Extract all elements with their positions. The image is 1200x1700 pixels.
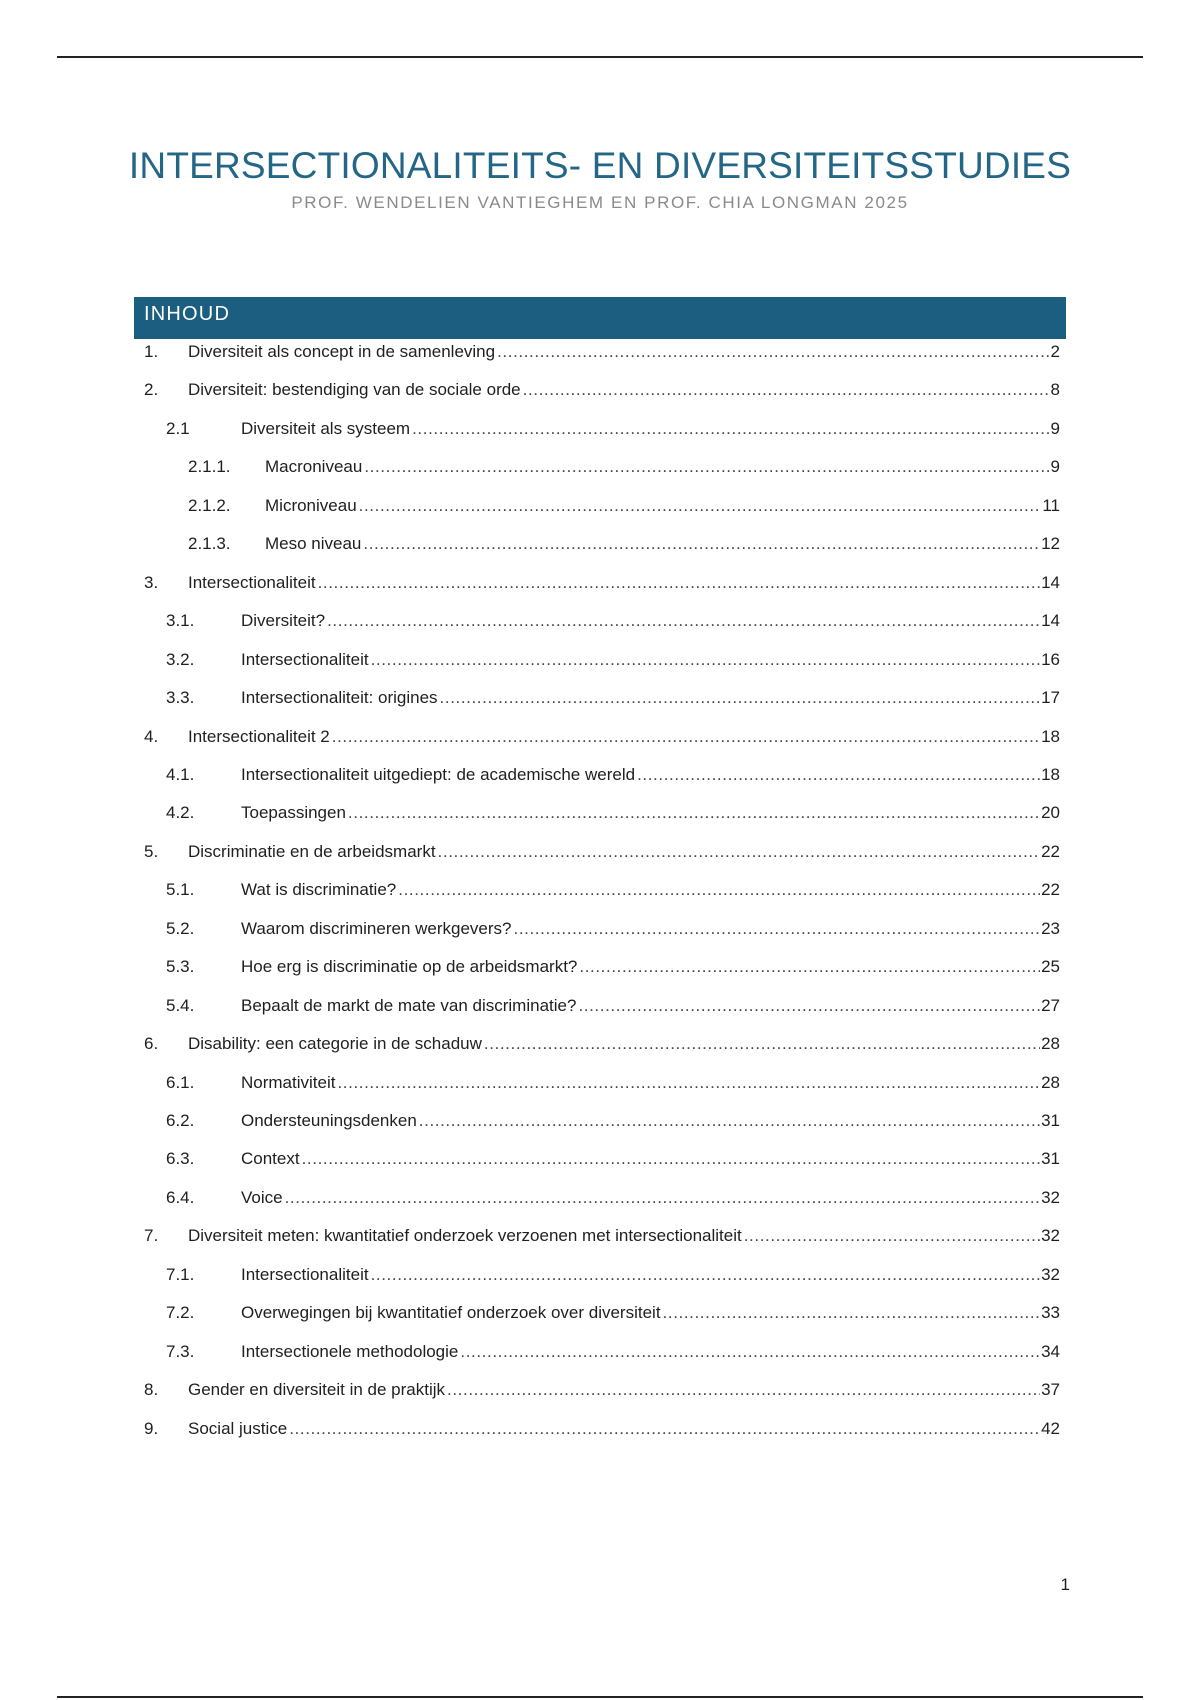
toc-dot-leader [302,1147,1040,1171]
toc-entry-title: Hoe erg is discriminatie op de arbeidsmarkt? [241,957,578,976]
toc-entry-title: Diversiteit als concept in de samenleving [188,342,496,361]
toc-dot-leader [371,648,1041,672]
toc-entry-number: 5.2. [166,919,195,938]
toc-entry-title: Diversiteit? [241,611,326,630]
toc-entry-title: Intersectionaliteit [241,1265,369,1284]
toc-entry-page: 28 [1041,1073,1060,1092]
toc-dot-leader [663,1301,1041,1325]
toc-entry-number: 7.1. [166,1265,195,1284]
toc-entry-title: Bepaalt de markt de mate van discriminatie? [241,996,577,1015]
toc-entry-title: Microniveau [265,496,357,515]
toc-entry-title: Context [241,1149,300,1168]
toc-entry-page: 2 [1050,342,1060,361]
toc-entry-page: 42 [1041,1419,1060,1438]
toc-entry-page: 34 [1041,1342,1060,1361]
toc-entry-number: 7. [144,1226,159,1245]
toc-dot-leader [447,1378,1040,1402]
toc-entry-number: 6.1. [166,1073,195,1092]
toc-entry-title: Intersectionaliteit [188,573,316,592]
toc-entry[interactable] [166,648,1060,672]
toc-entry[interactable] [166,1071,1060,1095]
toc-entry-number: 9. [144,1419,159,1438]
toc-entry[interactable] [166,1186,1060,1210]
toc-entry-page: 17 [1041,688,1060,707]
toc-entry-page: 32 [1041,1265,1060,1284]
toc-dot-leader [332,725,1040,749]
toc-entry-number: 2.1.2. [188,496,231,515]
toc-entry-title: Intersectionele methodologie [241,1342,459,1361]
toc-heading: INHOUD [134,297,1066,339]
toc-entry-page: 18 [1041,727,1060,746]
toc-entry-title: Toepassingen [241,803,346,822]
toc-dot-leader [419,1109,1040,1133]
toc-entry-number: 3.1. [166,611,195,630]
toc-entry-page: 16 [1041,650,1060,669]
toc-entry[interactable] [144,1032,1060,1056]
toc-entry-number: 2.1.1. [188,457,231,476]
toc-dot-leader [438,840,1041,864]
toc-entry-page: 18 [1041,765,1060,784]
toc-entry[interactable] [166,417,1060,441]
toc-entry-number: 4.2. [166,803,195,822]
toc-entry-number: 3.3. [166,688,195,707]
toc-entry-page: 31 [1041,1111,1060,1130]
toc-dot-leader [371,1263,1041,1287]
toc-entry[interactable] [166,917,1060,941]
toc-entry-number: 5.3. [166,957,195,976]
toc-entry-page: 31 [1041,1149,1060,1168]
toc-dot-leader [514,917,1041,941]
toc-entry[interactable] [144,378,1060,402]
toc-entry-number: 3.2. [166,650,195,669]
toc-dot-leader [337,1071,1040,1095]
toc-entry[interactable] [166,1109,1060,1133]
toc-dot-leader [289,1417,1040,1441]
toc-entry[interactable] [144,840,1060,864]
toc-entry-number: 5.1. [166,880,195,899]
toc-entry-page: 9 [1050,419,1060,438]
toc-entry-title: Overwegingen bij kwantitatief onderzoek over diversiteit [241,1303,661,1322]
toc-dot-leader [579,955,1040,979]
toc-entry-title: Macroniveau [265,457,363,476]
toc-entry-number: 1. [144,342,159,361]
toc-dot-leader [440,686,1041,710]
toc-entry-page: 14 [1041,573,1060,592]
header-rule [57,56,1143,58]
toc-entry[interactable] [144,340,1060,364]
toc-entry[interactable] [166,1340,1060,1364]
toc-entry-title: Intersectionaliteit: origines [241,688,438,707]
toc-entry-title: Disability: een categorie in de schaduw [188,1034,482,1053]
toc-entry-number: 6.2. [166,1111,195,1130]
toc-entry[interactable] [166,994,1060,1018]
toc-entry-page: 28 [1041,1034,1060,1053]
toc-entry-page: 20 [1041,803,1060,822]
toc-entry-page: 37 [1041,1380,1060,1399]
toc-entry-title: Wat is discriminatie? [241,880,397,899]
footer-rule [57,1696,1143,1698]
toc-dot-leader [364,455,1049,479]
toc-entry-number: 3. [144,573,159,592]
toc-entry-title: Voice [241,1188,283,1207]
toc-dot-leader [285,1186,1040,1210]
toc-entry-page: 22 [1041,842,1060,861]
toc-entry-title: Social justice [188,1419,288,1438]
toc-entry-page: 9 [1050,457,1060,476]
toc-entry[interactable] [188,455,1060,479]
toc-dot-leader [318,571,1041,595]
toc-entry-title: Diversiteit: bestendiging van de sociale orde [188,380,521,399]
toc-entry-number: 4.1. [166,765,195,784]
toc-entry[interactable] [166,1301,1060,1325]
toc-entry-page: 8 [1050,380,1060,399]
toc-entry-title: Gender en diversiteit in de praktijk [188,1380,446,1399]
toc-entry-title: Diversiteit meten: kwantitatief onderzoek verzoenen met intersectionaliteit [188,1226,742,1245]
toc-entry[interactable] [166,878,1060,902]
toc-entry-number: 6.4. [166,1188,195,1207]
document-title: INTERSECTIONALITEITS- EN DIVERSITEITSSTUDIES [128,145,1072,186]
toc-entry-number: 2.1 [166,419,190,438]
toc-entry-page: 12 [1041,534,1060,553]
toc-dot-leader [460,1340,1040,1364]
toc-entry[interactable] [188,532,1060,556]
toc-entry-number: 6.3. [166,1149,195,1168]
toc-entry-number: 8. [144,1380,159,1399]
toc-dot-leader [359,494,1042,518]
toc-entry-number: 7.2. [166,1303,195,1322]
toc-entry[interactable] [166,763,1060,787]
toc-entry-page: 23 [1041,919,1060,938]
toc-entry-title: Normativiteit [241,1073,336,1092]
toc-dot-leader [363,532,1040,556]
toc-entry-title: Diversiteit als systeem [241,419,411,438]
toc-entry-number: 2.1.3. [188,534,231,553]
toc-dot-leader [637,763,1040,787]
toc-entry[interactable] [166,1147,1060,1171]
toc-entry[interactable] [166,686,1060,710]
toc-entry-page: 11 [1042,496,1060,515]
toc-entry[interactable] [166,955,1060,979]
toc-entry-page: 32 [1041,1226,1060,1245]
toc-entry[interactable] [144,725,1060,749]
toc-entry-number: 5.4. [166,996,195,1015]
toc-dot-leader [348,801,1040,825]
toc-entry[interactable] [144,571,1060,595]
toc-entry[interactable] [144,1224,1060,1248]
toc-entry[interactable] [166,801,1060,825]
toc-entry[interactable] [166,609,1060,633]
toc-dot-leader [412,417,1049,441]
toc-dot-leader [398,878,1040,902]
toc-dot-leader [327,609,1040,633]
toc-entry-page: 27 [1041,996,1060,1015]
toc-entry-number: 7.3. [166,1342,195,1361]
toc-entry-number: 4. [144,727,159,746]
toc-entry-title: Ondersteuningsdenken [241,1111,417,1130]
toc-entry[interactable] [188,494,1060,518]
toc-entry-title: Meso niveau [265,534,362,553]
toc-entry-number: 2. [144,380,159,399]
toc-entry-number: 5. [144,842,159,861]
document-subtitle: PROF. WENDELIEN VANTIEGHEM EN PROF. CHIA LONGMAN 2025 [291,193,909,212]
toc-entry[interactable] [144,1417,1060,1441]
toc-dot-leader [497,340,1049,364]
toc-entry[interactable] [166,1263,1060,1287]
toc-entry-title: Intersectionaliteit uitgediept: de academische wereld [241,765,636,784]
toc-entry-page: 22 [1041,880,1060,899]
toc-dot-leader [523,378,1050,402]
toc-entry-page: 32 [1041,1188,1060,1207]
toc-dot-leader [484,1032,1040,1056]
toc-entry-page: 14 [1041,611,1060,630]
toc-entry-page: 25 [1041,957,1060,976]
toc-entry-title: Discriminatie en de arbeidsmarkt [188,842,436,861]
toc-entry-title: Waarom discrimineren werkgevers? [241,919,512,938]
toc-entry-title: Intersectionaliteit [241,650,369,669]
page-number: 1 [1060,1575,1070,1594]
toc-entry[interactable] [144,1378,1060,1402]
toc-entry-title: Intersectionaliteit 2 [188,727,330,746]
toc-dot-leader [578,994,1040,1018]
toc-dot-leader [744,1224,1040,1248]
toc-entry-page: 33 [1041,1303,1060,1322]
toc-entry-number: 6. [144,1034,159,1053]
